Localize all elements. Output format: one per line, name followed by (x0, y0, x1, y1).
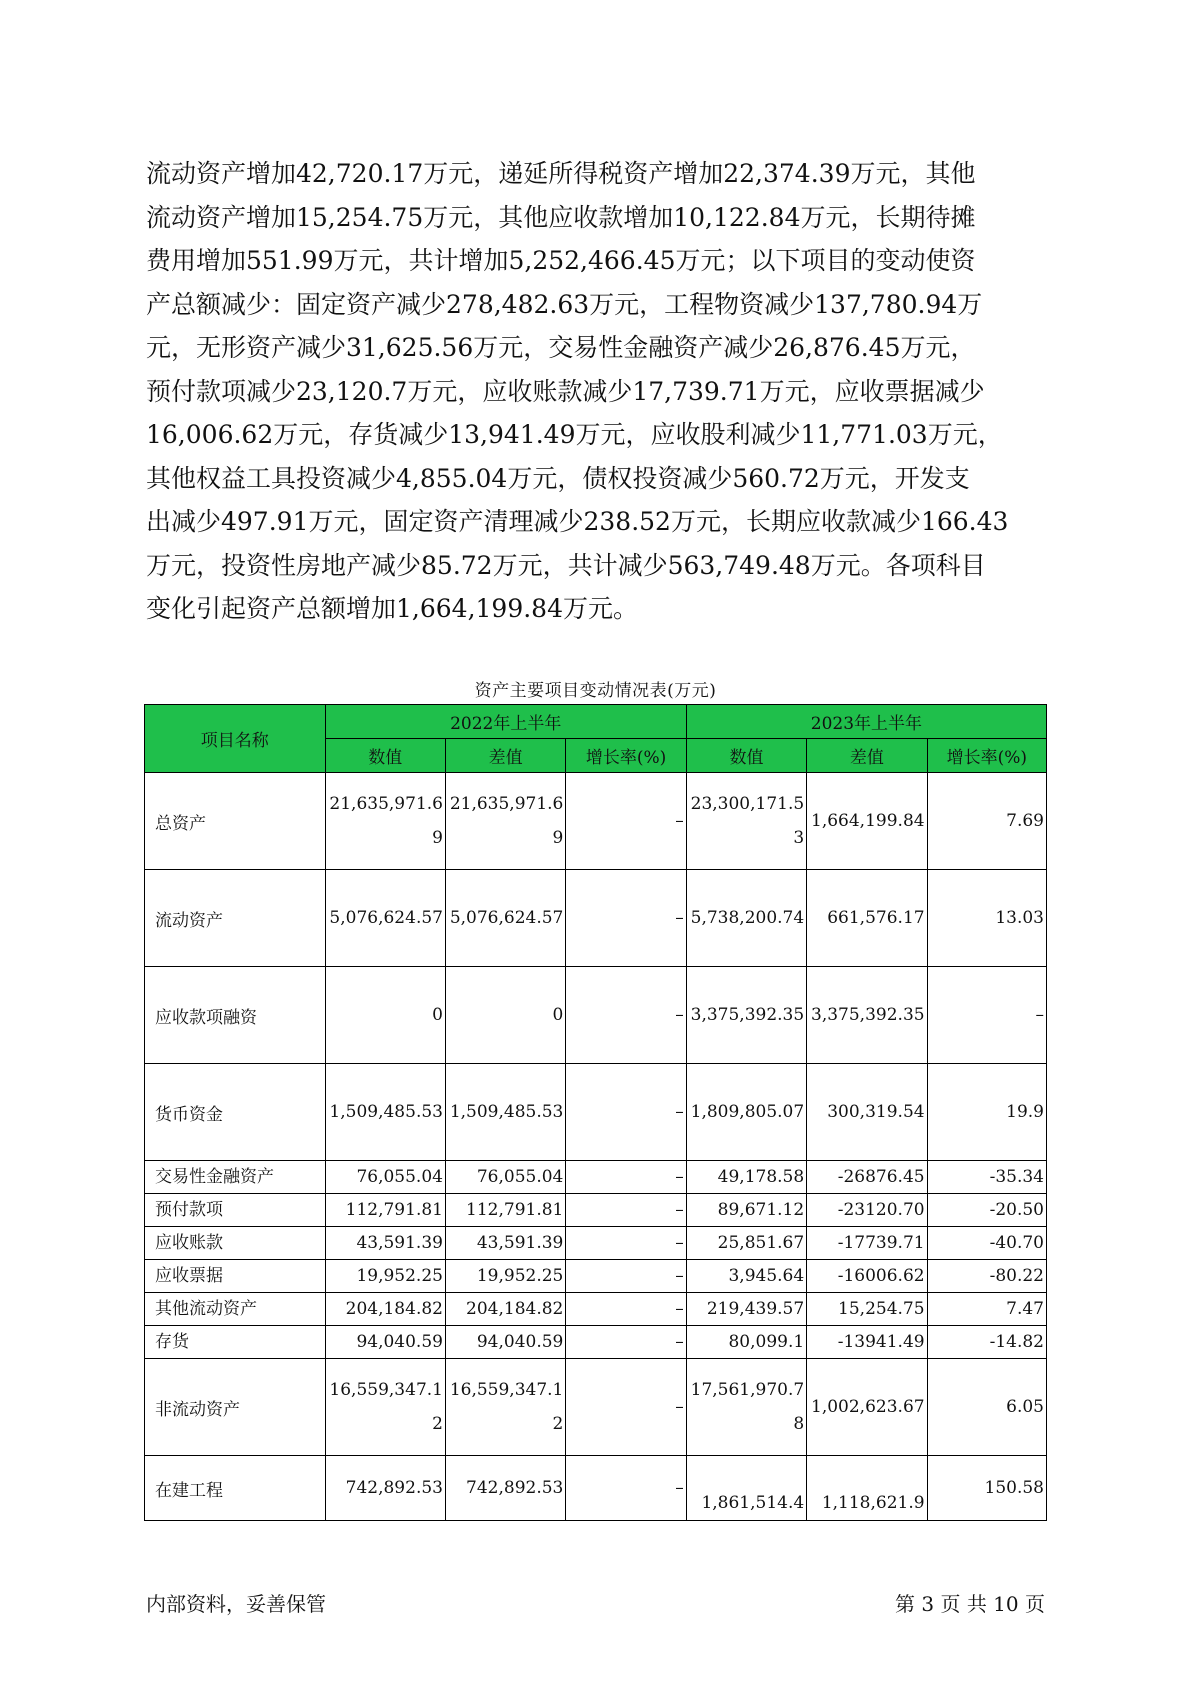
cell-diff-2023: -17739.71 (807, 1227, 927, 1260)
cell-rate-2022: – (566, 870, 686, 967)
cell-rate-2022: – (566, 967, 686, 1064)
cell-diff-2023: 661,576.17 (807, 870, 927, 967)
paragraph-line: 流动资产增加42,720.17万元，递延所得税资产增加22,374.39万元，其他 (146, 159, 976, 188)
cell-rate-2022: – (566, 1064, 686, 1161)
table-caption: 资产主要项目变动情况表(万元) (474, 681, 717, 701)
table-row (145, 1456, 1047, 1521)
cell-diff-2022: 21,635,971.69 (445, 773, 565, 870)
cell-value-2023: 17,561,970.78 (686, 1359, 806, 1456)
cell-diff-2023: 1,002,623.67 (807, 1359, 927, 1456)
cell-rate-2023: -35.34 (927, 1161, 1046, 1194)
asset-change-table (144, 704, 1047, 1521)
cell-diff-2023: -13941.49 (807, 1326, 927, 1359)
cell-diff-2022: 742,892.53 (445, 1456, 565, 1521)
table-row (145, 1359, 1047, 1456)
cell-value-2023: 3,375,392.35 (686, 967, 806, 1064)
header-diff: 差值 (445, 739, 565, 773)
table-row (145, 1293, 1047, 1326)
item-name: 应收款项融资 (145, 967, 326, 1064)
item-name: 总资产 (145, 773, 326, 870)
header-diff: 差值 (807, 739, 927, 773)
cell-diff-2023: -26876.45 (807, 1161, 927, 1194)
cell-diff-2022: 1,509,485.53 (445, 1064, 565, 1161)
cell-rate-2022: – (566, 1161, 686, 1194)
footer-confidential-note: 内部资料，妥善保管 (146, 1592, 326, 1616)
cell-value-2022: 112,791.81 (325, 1194, 445, 1227)
cell-diff-2023: 1,118,621.9 (807, 1456, 927, 1521)
cell-value-2022: 1,509,485.53 (325, 1064, 445, 1161)
paragraph-line: 元，无形资产减少31,625.56万元，交易性金融资产减少26,876.45万元， (146, 333, 976, 362)
cell-value-2023: 25,851.67 (686, 1227, 806, 1260)
cell-value-2023: 1,809,805.07 (686, 1064, 806, 1161)
table-row (145, 773, 1047, 870)
cell-rate-2023: – (927, 967, 1046, 1064)
table-row (145, 1326, 1047, 1359)
cell-rate-2022: – (566, 1194, 686, 1227)
cell-rate-2023: -80.22 (927, 1260, 1046, 1293)
paragraph-line: 费用增加551.99万元，共计增加5,252,466.45万元；以下项目的变动使资 (146, 246, 976, 275)
cell-rate-2022: – (566, 773, 686, 870)
table-row (145, 1161, 1047, 1194)
cell-value-2022: 43,591.39 (325, 1227, 445, 1260)
cell-value-2023: 80,099.1 (686, 1326, 806, 1359)
cell-rate-2023: 13.03 (927, 870, 1046, 967)
table-row (145, 1260, 1047, 1293)
table-row (145, 870, 1047, 967)
body-paragraph (146, 152, 1046, 631)
header-rate: 增长率(%) (566, 739, 686, 773)
cell-value-2022: 5,076,624.57 (325, 870, 445, 967)
cell-value-2023: 1,861,514.4 (686, 1456, 806, 1521)
cell-rate-2023: 7.69 (927, 773, 1046, 870)
cell-value-2022: 0 (325, 967, 445, 1064)
cell-rate-2022: – (566, 1326, 686, 1359)
item-name: 预付款项 (145, 1194, 326, 1227)
cell-value-2022: 76,055.04 (325, 1161, 445, 1194)
cell-rate-2023: -14.82 (927, 1326, 1046, 1359)
cell-rate-2022: – (566, 1293, 686, 1326)
cell-rate-2022: – (566, 1227, 686, 1260)
item-name: 应收票据 (145, 1260, 326, 1293)
cell-diff-2022: 204,184.82 (445, 1293, 565, 1326)
cell-diff-2022: 0 (445, 967, 565, 1064)
cell-value-2022: 21,635,971.69 (325, 773, 445, 870)
cell-rate-2023: 7.47 (927, 1293, 1046, 1326)
item-name: 其他流动资产 (145, 1293, 326, 1326)
cell-diff-2022: 16,559,347.12 (445, 1359, 565, 1456)
cell-value-2023: 49,178.58 (686, 1161, 806, 1194)
cell-value-2022: 94,040.59 (325, 1326, 445, 1359)
header-item-name: 项目名称 (145, 705, 326, 773)
header-period-2022: 2022年上半年 (325, 705, 686, 739)
cell-rate-2022: – (566, 1456, 686, 1521)
cell-value-2023: 219,439.57 (686, 1293, 806, 1326)
item-name: 货币资金 (145, 1064, 326, 1161)
cell-diff-2022: 43,591.39 (445, 1227, 565, 1260)
cell-value-2022: 204,184.82 (325, 1293, 445, 1326)
item-name: 存货 (145, 1326, 326, 1359)
table-row (145, 1194, 1047, 1227)
footer-page-number: 第 3 页 共 10 页 (895, 1592, 1045, 1616)
cell-diff-2023: 1,664,199.84 (807, 773, 927, 870)
item-name: 应收账款 (145, 1227, 326, 1260)
paragraph-line: 预付款项减少23,120.7万元，应收账款减少17,739.71万元，应收票据减少 (146, 376, 985, 406)
table-row (145, 1064, 1047, 1161)
paragraph-line: 产总额减少：固定资产减少278,482.63万元，工程物资减少137,780.94万 (146, 289, 983, 319)
item-name: 流动资产 (145, 870, 326, 967)
cell-value-2022: 742,892.53 (325, 1456, 445, 1521)
item-name: 在建工程 (145, 1456, 326, 1521)
cell-value-2023: 23,300,171.53 (686, 773, 806, 870)
paragraph-line: 其他权益工具投资减少4,855.04万元，债权投资减少560.72万元，开发支 (146, 463, 970, 493)
cell-diff-2023: -16006.62 (807, 1260, 927, 1293)
cell-diff-2022: 19,952.25 (445, 1260, 565, 1293)
cell-rate-2023: 19.9 (927, 1064, 1046, 1161)
paragraph-line: 16,006.62万元，存货减少13,941.49万元，应收股利减少11,771.03万元， (146, 420, 1003, 449)
paragraph-line: 万元，投资性房地产减少85.72万元，共计减少563,749.48万元。各项科目 (146, 550, 986, 580)
paragraph-line: 流动资产增加15,254.75万元，其他应收款增加10,122.84万元，长期待摊 (146, 202, 976, 232)
header-period-2023: 2023年上半年 (686, 705, 1046, 739)
cell-value-2023: 89,671.12 (686, 1194, 806, 1227)
cell-diff-2022: 94,040.59 (445, 1326, 565, 1359)
cell-diff-2023: 300,319.54 (807, 1064, 927, 1161)
cell-value-2023: 3,945.64 (686, 1260, 806, 1293)
cell-rate-2022: – (566, 1359, 686, 1456)
cell-value-2022: 16,559,347.12 (325, 1359, 445, 1456)
cell-diff-2022: 76,055.04 (445, 1161, 565, 1194)
cell-diff-2023: 15,254.75 (807, 1293, 927, 1326)
cell-rate-2023: 150.58 (927, 1456, 1046, 1521)
cell-diff-2023: -23120.70 (807, 1194, 927, 1227)
header-rate: 增长率(%) (927, 739, 1046, 773)
header-value: 数值 (686, 739, 806, 773)
header-value: 数值 (325, 739, 445, 773)
paragraph-line: 变化引起资产总额增加1,664,199.84万元。 (146, 594, 638, 623)
cell-value-2023: 5,738,200.74 (686, 870, 806, 967)
table-row (145, 1227, 1047, 1260)
cell-diff-2022: 5,076,624.57 (445, 870, 565, 967)
cell-rate-2022: – (566, 1260, 686, 1293)
cell-diff-2022: 112,791.81 (445, 1194, 565, 1227)
cell-rate-2023: -20.50 (927, 1194, 1046, 1227)
paragraph-line: 出减少497.91万元，固定资产清理减少238.52万元，长期应收款减少166.43 (146, 507, 1009, 536)
cell-rate-2023: -40.70 (927, 1227, 1046, 1260)
cell-value-2022: 19,952.25 (325, 1260, 445, 1293)
cell-diff-2023: 3,375,392.35 (807, 967, 927, 1064)
cell-rate-2023: 6.05 (927, 1359, 1046, 1456)
item-name: 非流动资产 (145, 1359, 326, 1456)
table-row (145, 967, 1047, 1064)
item-name: 交易性金融资产 (145, 1161, 326, 1194)
